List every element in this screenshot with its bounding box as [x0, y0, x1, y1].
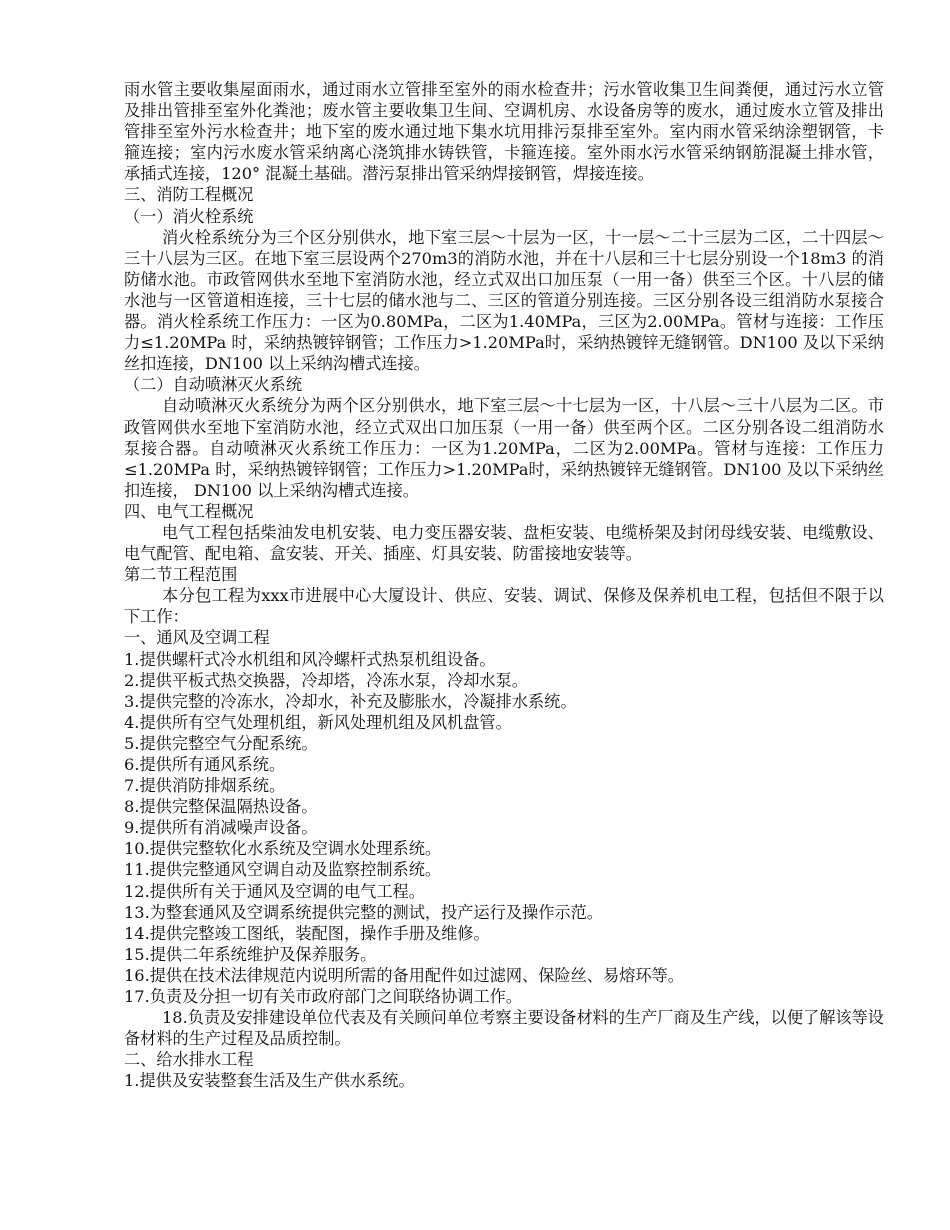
paragraph: 17.负责及分担一切有关市政府部门之间联络协调工作。	[124, 987, 523, 1007]
paragraph: 7.提供消防排烟系统。	[124, 776, 286, 796]
paragraph: 雨水管主要收集屋面雨水，通过雨水立管排至室外的雨水检查井；污水管收集卫生间粪便，通过污水立管及排出管排至室外化粪池；废水管主要收集卫生间、空调机房、水设备房等的废水，通过废水立管及排出管排至室外污水检查井；地下室的废水通过地下集水坑用排污泵排至室外。室内雨水管采纳涂塑钢管，卡箍连接；室内污水废水管采纳离心浇筑排水铸铁管，卡箍连接。室外雨水污水管采纳钢筋混凝土排水管，承插式连接，120° 混凝土基础。潜污泵排出管采纳焊接钢管，焊接连接。	[124, 80, 884, 184]
paragraph: 1.提供及安装整套生活及生产供水系统。	[124, 1071, 415, 1091]
paragraph: 12.提供所有关于通风及空调的电气工程。	[124, 881, 425, 901]
paragraph: 6.提供所有通风系统。	[124, 755, 286, 774]
paragraph: 自动喷淋灭火系统分为两个区分别供水，地下室三层～十七层为一区，十八层～三十八层为二区。市政管网供水至地下室消防水池，经立式双出口加压泵（一用一备）供至两个区。二区分别各设二组消防水泵接合器。自动喷淋灭火系统工作压力：一区为1.20MPa，二区为2.00MPa。管材与连接：工作压力≤1.20MPa 时，采纳热镀锌钢管；工作压力>1.20MPa时，采纳热镀锌无缝钢管。DN100 及以下采纳丝扣连接， DN100 以上采纳沟槽式连接。	[124, 396, 884, 500]
paragraph: 16.提供在技术法律规范内说明所需的备用配件如过滤网、保险丝、易熔环等。	[124, 965, 684, 985]
paragraph: 5.提供完整空气分配系统。	[124, 733, 318, 753]
paragraph: 消火栓系统分为三个区分别供水，地下室三层～十层为一区，十一层～二十三层为二区，二十四层～三十八层为三区。在地下室三层设两个270m3的消防水池，并在十八层和三十七层分别设一个18m3 的消防储水池。市政管网供水至地下室消防水池，经立式双出口加压泵（一用一备）供至三个区。十八层的储水池与一区管道相连接，三十七层的储水池与二、三区的管道分别连接。三区分别各设三组消防水泵接合器。消火栓系统工作压力：一区为0.80MPa，二区为1.40MPa，三区为2.00MPa。管材与连接：工作压力≤1.20MPa 时，采纳热镀锌钢管；工作压力>1.20MPa时，采纳热镀锌无缝钢管。DN100 及以下采纳丝扣连接，DN100 以上采纳沟槽式连接。	[124, 227, 884, 374]
document-page	[124, 79, 884, 1092]
paragraph: 三、消防工程概况	[124, 185, 254, 205]
paragraph: 四、电气工程概况	[124, 501, 254, 521]
paragraph: 4.提供所有空气处理机组，新风处理机组及风机盘管。	[124, 712, 512, 732]
paragraph: 11.提供完整通风空调自动及监察控制系统。	[124, 860, 442, 880]
paragraph: 8.提供完整保温隔热设备。	[124, 797, 318, 817]
paragraph: 3.提供完整的冷冻水，冷却水，补充及膨胀水，冷凝排水系统。	[124, 691, 577, 711]
paragraph: 9.提供所有消减噪声设备。	[124, 818, 318, 838]
paragraph: 15.提供二年系统维护及保养服务。	[124, 944, 377, 964]
paragraph: 13.为整套通风及空调系统提供完整的测试，投产运行及操作示范。	[124, 902, 603, 922]
paragraph: 2.提供平板式热交换器，冷却塔，冷冻水泵，冷却水泵。	[124, 670, 528, 690]
paragraph: 一、通风及空调工程	[124, 628, 270, 648]
paragraph: 二、给水排水工程	[124, 1050, 254, 1070]
paragraph: 电气工程包括柴油发电机安装、电力变压器安装、盘柜安装、电缆桥架及封闭母线安装、电缆敷设、电气配管、配电箱、盒安装、开关、插座、灯具安装、防雷接地安装等。	[124, 522, 884, 564]
paragraph: 第二节工程范围	[124, 565, 238, 585]
paragraph: 10.提供完整软化水系统及空调水处理系统。	[124, 839, 442, 859]
paragraph: 本分包工程为xxx市进展中心大厦设计、供应、安装、调试、保修及保养机电工程，包括但不限于以下工作：	[124, 586, 884, 627]
paragraph: 18.负责及安排建设单位代表及有关顾问单位考察主要设备材料的生产厂商及生产线，以便了解该等设备材料的生产过程及品质控制。	[124, 1008, 884, 1049]
paragraph: 14.提供完整竣工图纸，装配图，操作手册及维修。	[124, 923, 490, 943]
paragraph: （一）消火栓系统	[124, 206, 254, 226]
paragraph: 1.提供螺杆式冷水机组和风冷螺杆式热泵机组设备。	[124, 649, 496, 669]
paragraph: （二）自动喷淋灭火系统	[124, 375, 303, 395]
